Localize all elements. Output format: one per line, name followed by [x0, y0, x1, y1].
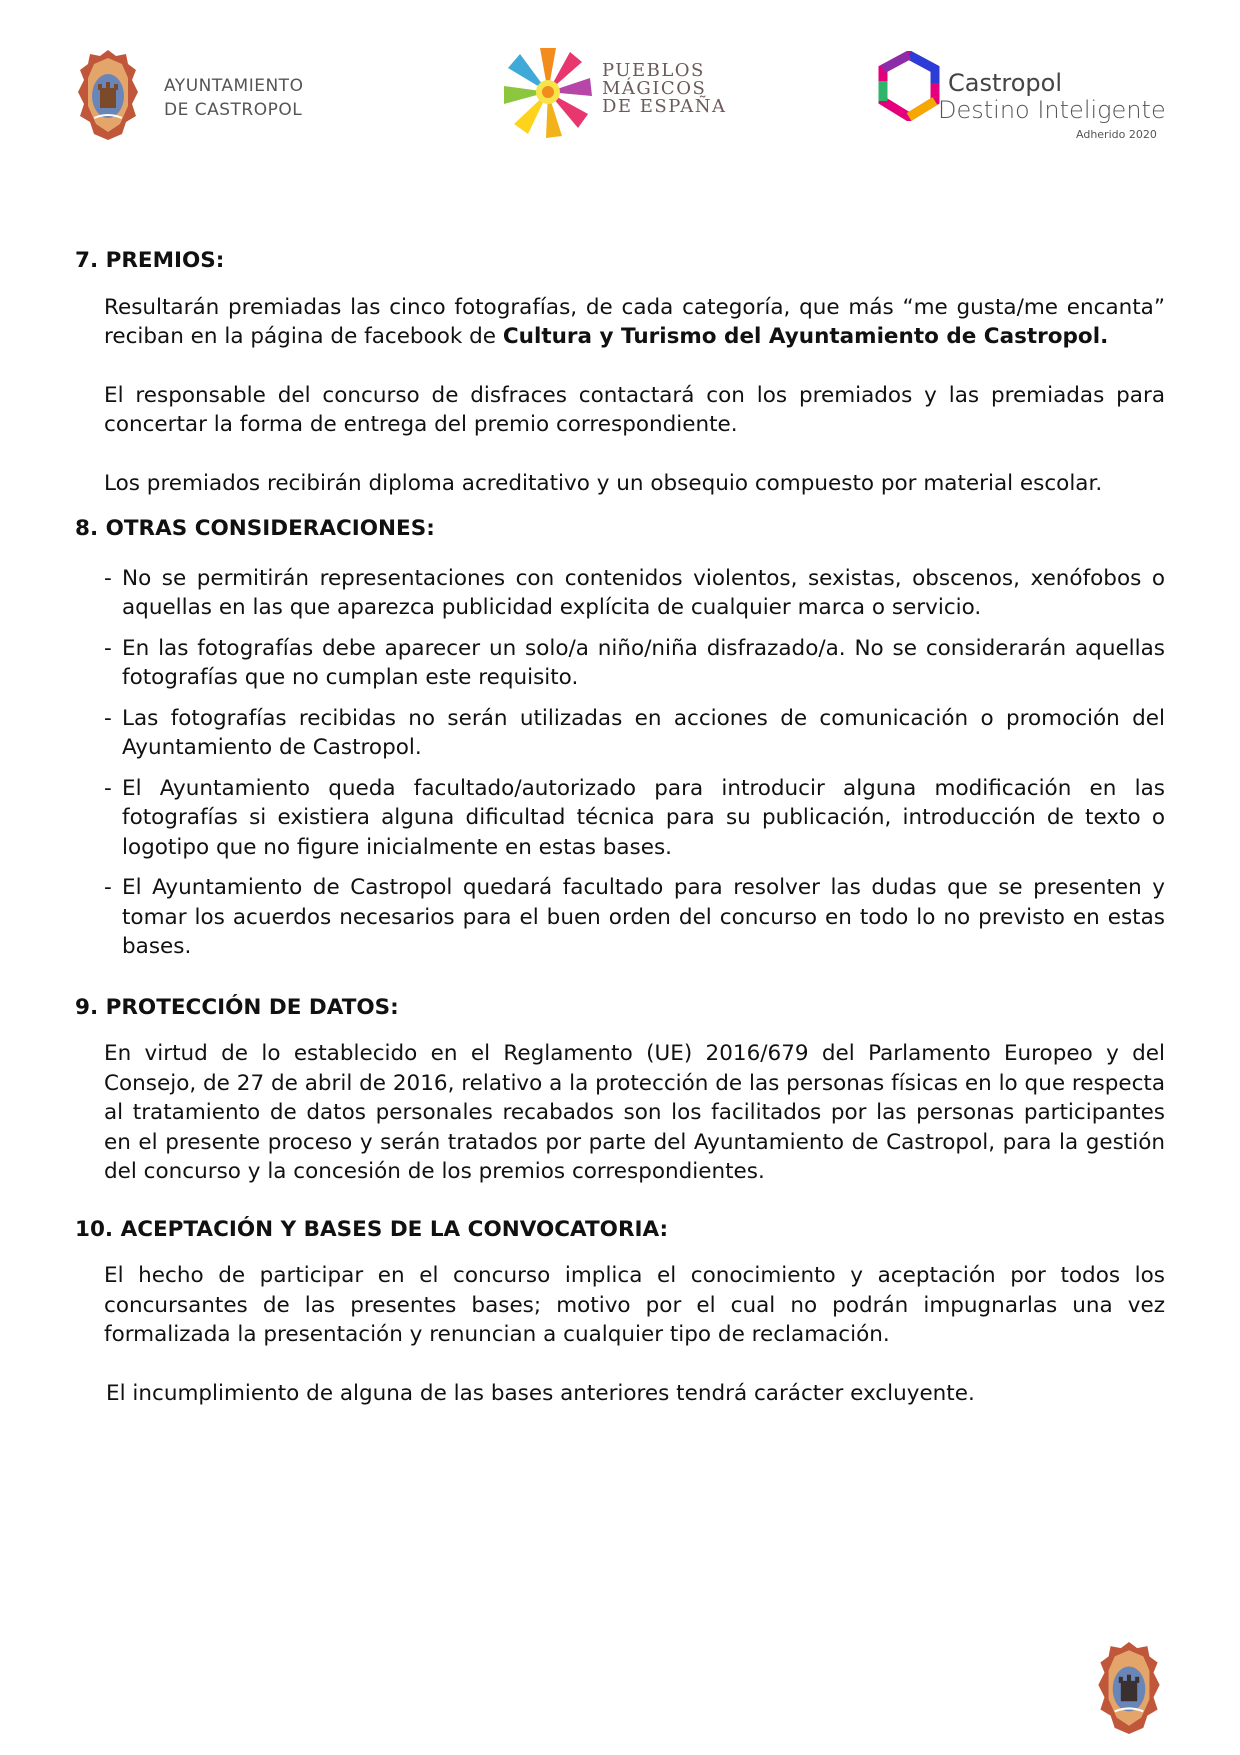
bullet-dash: -	[104, 775, 112, 801]
castropol-hexagon-logo	[877, 51, 941, 121]
section-9-heading: 9. PROTECCIÓN DE DATOS:	[75, 994, 399, 1020]
ayuntamiento-line1: AYUNTAMIENTO	[164, 76, 304, 96]
section-7-paragraph-1	[104, 293, 1165, 352]
list-item	[104, 704, 1165, 763]
ayuntamiento-line2: DE CASTROPOL	[164, 100, 303, 120]
list-item-text: El Ayuntamiento queda facultado/autorizado para introducir alguna modificación en las fotografías si existiera alguna dificultad técnica para su publicación, introducción de texto o logotipo que no figure inicialmente en estas bases.	[122, 775, 1165, 860]
list-item-text: Las fotografías recibidas no serán utilizadas en acciones de comunicación o promoción del Ayuntamiento de Castropol.	[122, 705, 1165, 760]
castropol-year: Adherido 2020	[1076, 128, 1157, 141]
pueblos-line2: MÁGICOS	[602, 78, 707, 99]
list-item-text: No se permitirán representaciones con contenidos violentos, sexistas, obscenos, xenófobos o aquellas en las que aparezca publicidad explícita de cualquier marca o servicio.	[122, 565, 1165, 620]
section-10-paragraph-2: El incumplimiento de alguna de las bases anteriores tendrá carácter excluyente.	[106, 1380, 975, 1406]
pueblos-magicos-name	[602, 62, 726, 116]
footer-crest-logo	[1093, 1640, 1165, 1736]
section-10-paragraph-1: El hecho de participar en el concurso implica el conocimiento y aceptación por todos los concursantes de las presentes bases; motivo por el cual no podrán impugnarlas una vez formalizada la presentación y renuncian a cualquier tipo de reclamación.	[104, 1263, 1165, 1347]
section-9-paragraph-1: En virtud de lo establecido en el Reglamento (UE) 2016/679 del Parlamento Europeo y del Consejo, de 27 de abril de 2016, relativo a la protección de las personas físicas en lo que respecta al tratamiento de datos personales recabados son los facilitados por las personas participantes en el presente proceso y serán tratados por parte del Ayuntamiento de Castropol, para la gestión del concurso y la concesión de los premios correspondientes.	[104, 1041, 1165, 1184]
bullet-dash: -	[104, 705, 112, 731]
bullet-dash: -	[104, 635, 112, 661]
list-item-text: En las fotografías debe aparecer un solo/a niño/niña disfrazado/a. No se considerarán aquellas fotografías que no cumplan este requisito.	[122, 635, 1165, 690]
document-body	[75, 246, 1165, 1408]
section-7-p1-end: .	[1100, 324, 1109, 349]
section-7-heading: 7. PREMIOS:	[75, 248, 225, 273]
list-item	[104, 634, 1165, 693]
castropol-subtitle: Destino Inteligente	[938, 96, 1166, 124]
list-item-text: El Ayuntamiento de Castropol quedará facultado para resolver las dudas que se presenten y tomar los acuerdos necesarios para el buen orden del concurso en todo lo no previsto en estas bases.	[122, 875, 1165, 959]
list-item	[104, 564, 1165, 623]
section-7-p1-text: Resultarán premiadas las cinco fotografías, de cada categoría, que más “me gusta/me encanta” reciban en la página de facebook de	[104, 294, 1165, 349]
section-8-heading: 8. OTRAS CONSIDERACIONES:	[75, 516, 435, 541]
page-header	[0, 0, 1240, 160]
section-8-list	[104, 564, 1165, 962]
bullet-dash: -	[104, 565, 112, 591]
list-item	[104, 873, 1165, 962]
pueblos-line1: PUEBLOS	[602, 60, 705, 81]
castropol-title: Castropol	[948, 69, 1062, 97]
pueblos-magicos-flower-logo	[500, 40, 596, 144]
section-7-paragraph-2: El responsable del concurso de disfraces contactará con los premiados y las premiadas para concertar la forma de entrega del premio correspondiente.	[104, 382, 1165, 437]
pueblos-line3: DE ESPAÑA	[602, 96, 727, 117]
section-7-p1-bold: Cultura y Turismo del Ayuntamiento de Castropol	[502, 324, 1101, 349]
section-7-paragraph-3: Los premiados recibirán diploma acreditativo y un obsequio compuesto por material escolar.	[104, 470, 1103, 496]
ayuntamiento-name	[164, 74, 303, 122]
section-10-heading: 10. ACEPTACIÓN Y BASES DE LA CONVOCATORIA:	[75, 1216, 669, 1242]
list-item	[104, 774, 1165, 863]
bullet-dash: -	[104, 875, 112, 900]
ayuntamiento-crest-logo	[76, 48, 140, 142]
